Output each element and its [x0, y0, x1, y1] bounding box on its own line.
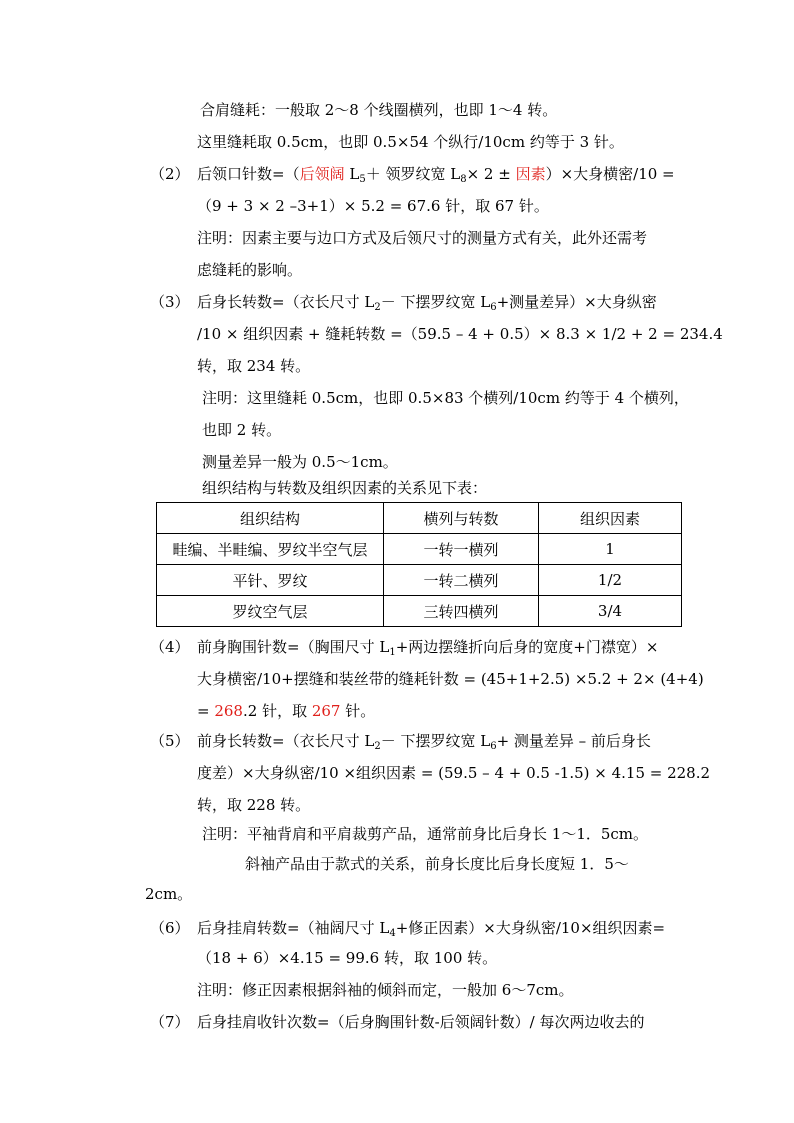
text-line: 注明：这里缝耗 0.5cm，也即 0.5×83 个横列/10cm 约等于 4 个横列， [202, 389, 689, 407]
text-line: 2cm。 [145, 885, 193, 903]
table-header-cell: 组织结构 [157, 503, 384, 534]
table-cell: 三转四横列 [384, 596, 539, 627]
highlight-text: 后领阔 [299, 165, 345, 183]
text-span: 后身长转数=（衣长尺寸 L [197, 293, 375, 311]
text-span: ＋ 领罗纹宽 L [365, 165, 461, 183]
subscript: 8 [460, 174, 467, 185]
text-span: 后领口针数=（ [197, 165, 300, 183]
text-line: 后身挂肩收针次数=（后身胸围针数-后领阔针数）/ 每次两边收去的 [197, 1013, 645, 1031]
text-span: 前身胸围针数=（胸围尺寸 L [197, 638, 390, 656]
text-span: × 2 ± [466, 165, 516, 183]
text-span: + 测量差异 – 前后身长 [496, 732, 651, 750]
text-line [197, 918, 665, 938]
item-number: （7） [150, 1013, 190, 1031]
table-cell: 平针、罗纹 [157, 565, 384, 596]
text-span: +修正因素）×大身纵密/10×组织因素= [395, 919, 666, 937]
text-line: 也即 2 转。 [202, 421, 282, 439]
table-cell: 罗纹空气层 [157, 596, 384, 627]
text-line: 虑缝耗的影响。 [197, 261, 303, 279]
text-line [197, 731, 651, 751]
item-number: （5） [150, 732, 190, 750]
subscript: 5 [359, 174, 366, 185]
highlight-text: 268 [214, 702, 243, 720]
text-line: （18 + 6）×4.15 = 99.6 转，取 100 转。 [197, 949, 498, 967]
structure-table [156, 502, 682, 627]
text-span: 针。 [340, 702, 376, 720]
text-span: 后身挂肩转数=（袖阔尺寸 L [197, 919, 390, 937]
text-line: （9 + 3 × 2 –3+1）× 5.2 = 67.6 针，取 67 针。 [197, 197, 549, 215]
table-cell: 3/4 [539, 596, 682, 627]
table-header-cell: 横列与转数 [384, 503, 539, 534]
item-number: （2） [150, 165, 190, 183]
table-cell: 畦编、半畦编、罗纹半空气层 [157, 534, 384, 565]
text-line: 度差）×大身纵密/10 ×组织因素 = (59.5 – 4 + 0.5 -1.5) × 4.15 = 228.2 [197, 764, 711, 782]
text-line: 注明：因素主要与边口方式及后领尺寸的测量方式有关，此外还需考 [197, 229, 648, 247]
item-number: （4） [150, 638, 190, 656]
subscript: 1 [389, 647, 396, 658]
subscript: 6 [490, 302, 497, 313]
text-span: ）×大身横密/10 = [545, 165, 675, 183]
text-span: = [197, 702, 215, 720]
text-line: 斜袖产品由于款式的关系，前身长度比后身长度短 1．5～ [245, 855, 629, 873]
text-span: +两边摆缝折向后身的宽度+门襟宽）× [395, 638, 659, 656]
table-cell: 一转二横列 [384, 565, 539, 596]
text-line: 合肩缝耗：一般取 2～8 个线圈横列，也即 1～4 转。 [200, 101, 558, 119]
item-number: （3） [150, 293, 190, 311]
highlight-text: 267 [311, 702, 341, 720]
text-line: 测量差异一般为 0.5～1cm。 [202, 453, 398, 471]
text-span: － 下摆罗纹宽 L [380, 732, 491, 750]
item-number: （6） [150, 919, 190, 937]
text-line [197, 701, 375, 721]
text-span: L [344, 165, 360, 183]
highlight-text: 因素 [515, 165, 546, 183]
table-cell: 1/2 [539, 565, 682, 596]
subscript: 2 [374, 741, 381, 752]
text-span: +测量差异）×大身纵密 [496, 293, 657, 311]
text-line: 注明：修正因素根据斜袖的倾斜而定，一般加 6～7cm。 [197, 981, 574, 999]
text-line [197, 164, 675, 184]
text-line: 转，取 234 转。 [197, 357, 311, 375]
text-line: 大身横密/10+摆缝和装丝带的缝耗针数 = (45+1+2.5) ×5.2 + 2× (4+4) [197, 670, 704, 688]
text-line [197, 292, 657, 312]
text-span: － 下摆罗纹宽 L [380, 293, 491, 311]
text-span: 前身长转数=（衣长尺寸 L [197, 732, 375, 750]
table-header-cell: 组织因素 [539, 503, 682, 534]
table-cell: 1 [539, 534, 682, 565]
subscript: 2 [374, 302, 381, 313]
text-line: 注明：平袖背肩和平肩裁剪产品，通常前身比后身长 1～1．5cm。 [202, 825, 649, 843]
table-row [157, 534, 682, 565]
text-line: 组织结构与转数及组织因素的关系见下表： [202, 479, 488, 497]
table-header-row [157, 503, 682, 534]
subscript: 4 [389, 928, 396, 939]
table-cell: 一转一横列 [384, 534, 539, 565]
subscript: 6 [490, 741, 497, 752]
text-span: .2 针，取 [242, 702, 312, 720]
table-row [157, 596, 682, 627]
table-row [157, 565, 682, 596]
text-line [197, 637, 658, 657]
text-line: 这里缝耗取 0.5cm，也即 0.5×54 个纵行/10cm 约等于 3 针。 [197, 133, 624, 151]
text-line: 转，取 228 转。 [197, 796, 311, 814]
text-line: /10 × 组织因素 + 缝耗转数 =（59.5 – 4 + 0.5）× 8.3 × 1/2 + 2 = 234.4 [197, 325, 723, 343]
